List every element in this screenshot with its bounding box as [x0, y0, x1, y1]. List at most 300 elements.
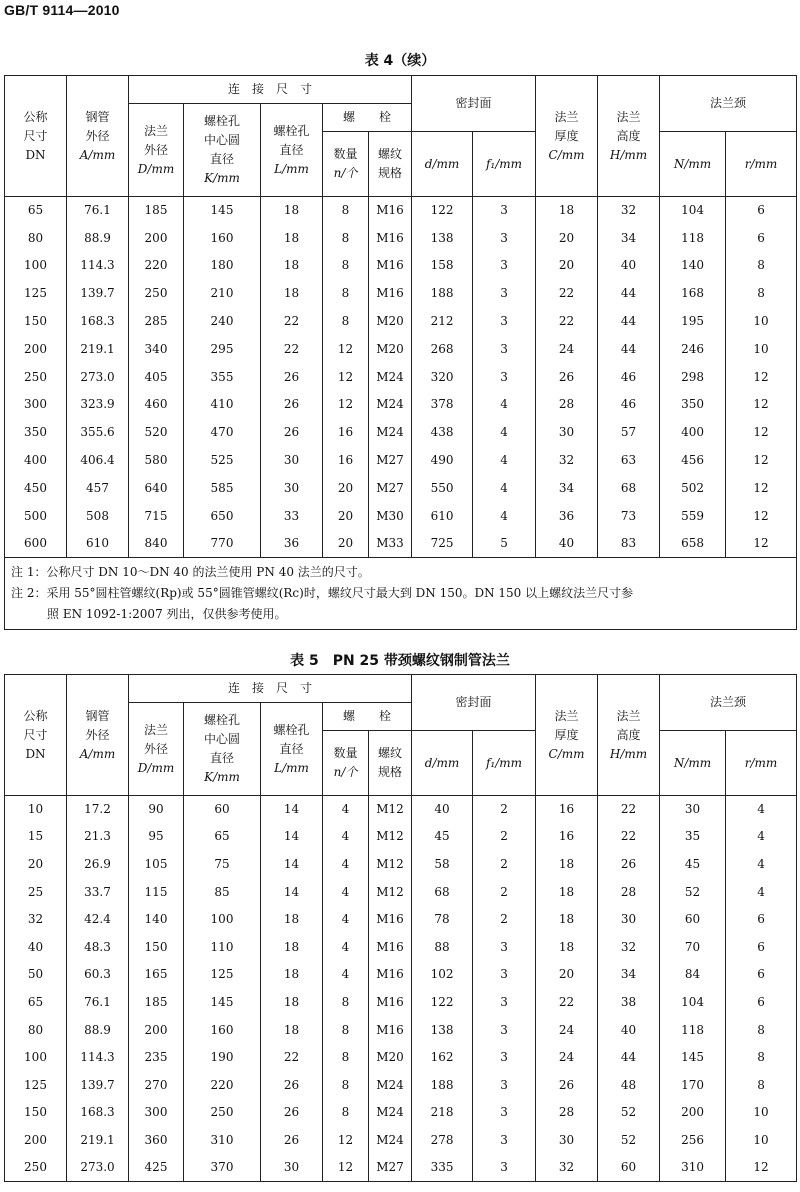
table-cell: 405: [129, 363, 184, 391]
table-row: [5, 308, 797, 336]
table-cell: 100: [184, 906, 261, 934]
table-cell: 610: [412, 502, 473, 530]
table-cell: 18: [536, 197, 598, 225]
table-cell: 26: [261, 363, 323, 391]
table4: [4, 75, 797, 630]
table-cell: M24: [369, 363, 412, 391]
table-cell: M20: [369, 1044, 412, 1072]
table-cell: 4: [323, 823, 369, 851]
table-cell: M20: [369, 308, 412, 336]
pcd-header: 螺栓孔 中心圆 直径 K/mm: [184, 703, 261, 796]
table-cell: 610: [67, 530, 129, 558]
table-cell: 300: [5, 391, 67, 419]
qty-header: 数量 n/个: [323, 132, 369, 197]
table-cell: 162: [412, 1044, 473, 1072]
table-cell: M16: [369, 280, 412, 308]
table-cell: 4: [323, 961, 369, 989]
table-cell: 250: [184, 1099, 261, 1127]
table5-body: [5, 796, 797, 1182]
table-cell: 18: [261, 961, 323, 989]
table-cell: 18: [261, 933, 323, 961]
table-cell: 60: [598, 1154, 660, 1182]
table-cell: 370: [184, 1154, 261, 1182]
table-cell: 52: [660, 878, 726, 906]
table-cell: M12: [369, 796, 412, 824]
table-cell: 22: [598, 796, 660, 824]
table-cell: 188: [412, 280, 473, 308]
table-cell: 48.3: [67, 933, 129, 961]
seal-d-header: d/mm: [412, 731, 473, 796]
table-cell: 18: [536, 851, 598, 879]
table-cell: 21.3: [67, 823, 129, 851]
table-cell: 218: [412, 1099, 473, 1127]
table-cell: 268: [412, 335, 473, 363]
neck-r-header: r/mm: [726, 132, 797, 197]
table-cell: 20: [5, 851, 67, 879]
table-row: [5, 1127, 797, 1155]
table-cell: 88.9: [67, 1016, 129, 1044]
table-cell: 150: [129, 933, 184, 961]
table-cell: 6: [726, 961, 797, 989]
table-cell: 185: [129, 197, 184, 225]
table-cell: 104: [660, 197, 726, 225]
table4-body: [5, 197, 797, 558]
table-cell: 40: [5, 933, 67, 961]
table-row: [5, 447, 797, 475]
table-cell: 438: [412, 419, 473, 447]
table-cell: 4: [473, 419, 536, 447]
table-cell: 12: [323, 1154, 369, 1182]
table-cell: 235: [129, 1044, 184, 1072]
table-cell: 14: [261, 878, 323, 906]
table-cell: 2: [473, 823, 536, 851]
table-cell: 2: [473, 796, 536, 824]
bolt-header: 螺 栓: [323, 104, 412, 132]
table-cell: 185: [129, 989, 184, 1017]
table-cell: 490: [412, 447, 473, 475]
table-cell: 32: [536, 1154, 598, 1182]
table-cell: 44: [598, 308, 660, 336]
table-cell: 34: [598, 961, 660, 989]
table-cell: 8: [323, 280, 369, 308]
table-cell: M24: [369, 1099, 412, 1127]
table-cell: 34: [598, 224, 660, 252]
table-cell: 52: [598, 1127, 660, 1155]
table-cell: 220: [184, 1071, 261, 1099]
table-cell: 58: [412, 851, 473, 879]
table-cell: 60: [660, 906, 726, 934]
neck-header: 法兰颈: [660, 675, 797, 731]
table-cell: 15: [5, 823, 67, 851]
table-cell: 26: [261, 1071, 323, 1099]
table-cell: 168.3: [67, 308, 129, 336]
thickness-header: 法兰 厚度 C/mm: [536, 76, 598, 197]
table-cell: 10: [726, 308, 797, 336]
table-cell: 16: [323, 447, 369, 475]
table-cell: 26: [261, 419, 323, 447]
table-cell: 180: [184, 252, 261, 280]
table-cell: 57: [598, 419, 660, 447]
table-cell: 63: [598, 447, 660, 475]
table-cell: 256: [660, 1127, 726, 1155]
table-cell: 122: [412, 989, 473, 1017]
table-cell: 14: [261, 796, 323, 824]
neck-n-header: N/mm: [660, 731, 726, 796]
table-cell: 3: [473, 197, 536, 225]
table-row: [5, 335, 797, 363]
table-cell: M12: [369, 851, 412, 879]
seal-header: 密封面: [412, 675, 536, 731]
table-cell: 80: [5, 1016, 67, 1044]
table-cell: 32: [5, 906, 67, 934]
table-cell: M16: [369, 1016, 412, 1044]
table-cell: 310: [660, 1154, 726, 1182]
table-cell: 118: [660, 1016, 726, 1044]
table-cell: M27: [369, 1154, 412, 1182]
table-cell: 22: [598, 823, 660, 851]
table-cell: 115: [129, 878, 184, 906]
table-cell: 80: [5, 224, 67, 252]
table-cell: 140: [660, 252, 726, 280]
table-cell: 85: [184, 878, 261, 906]
table-cell: 36: [536, 502, 598, 530]
table-cell: 12: [726, 1154, 797, 1182]
table-cell: 8: [726, 252, 797, 280]
table-cell: 12: [726, 391, 797, 419]
table-cell: 20: [323, 502, 369, 530]
table-cell: 559: [660, 502, 726, 530]
table-cell: 22: [261, 335, 323, 363]
table-cell: 300: [129, 1099, 184, 1127]
table-cell: 525: [184, 447, 261, 475]
table-cell: M33: [369, 530, 412, 558]
table4-caption: 表 4（续）: [364, 53, 436, 69]
table-cell: 4: [323, 906, 369, 934]
height-header: 法兰 高度 H/mm: [598, 76, 660, 197]
note-1: 注 1：公称尺寸 DN 10～DN 40 的法兰使用 PN 40 法兰的尺寸。: [11, 565, 370, 580]
table-cell: 3: [473, 1071, 536, 1099]
table-cell: M16: [369, 933, 412, 961]
table-cell: 6: [726, 224, 797, 252]
table-cell: 78: [412, 906, 473, 934]
note-2-continued: 照 EN 1092-1:2007 列出，仅供参考使用。: [47, 607, 287, 622]
table-cell: 240: [184, 308, 261, 336]
table-cell: 10: [726, 335, 797, 363]
table-cell: 95: [129, 823, 184, 851]
table-cell: 20: [536, 224, 598, 252]
table-cell: 30: [660, 796, 726, 824]
table-cell: 600: [5, 530, 67, 558]
table-cell: 340: [129, 335, 184, 363]
thread-header: 螺纹 规格: [369, 132, 412, 197]
table-cell: 2: [473, 878, 536, 906]
table-cell: 16: [323, 419, 369, 447]
table-cell: 4: [726, 796, 797, 824]
table-cell: 195: [660, 308, 726, 336]
table-cell: 73: [598, 502, 660, 530]
seal-header: 密封面: [412, 76, 536, 132]
bolt-hole-header: 螺栓孔 直径 L/mm: [261, 703, 323, 796]
note-2: 注 2：采用 55°圆柱管螺纹(Rp)或 55°圆锥管螺纹(Rc)时，螺纹尺寸最大到 DN 150。DN 150 以上螺纹法兰尺寸参: [11, 586, 634, 601]
table-cell: 8: [726, 1044, 797, 1072]
table-row: [5, 252, 797, 280]
table-cell: 8: [323, 224, 369, 252]
table-cell: 5: [473, 530, 536, 558]
table-row: [5, 1154, 797, 1182]
table-cell: 640: [129, 474, 184, 502]
table-cell: 65: [5, 197, 67, 225]
height-header: 法兰 高度 H/mm: [598, 675, 660, 796]
table-cell: 22: [536, 308, 598, 336]
table-cell: 18: [261, 280, 323, 308]
table-cell: 32: [598, 933, 660, 961]
table-row: [5, 197, 797, 225]
table-cell: 8: [726, 1016, 797, 1044]
table-cell: 26: [261, 1127, 323, 1155]
flange-od-header: 法兰 外径 D/mm: [129, 104, 184, 197]
table-cell: 26: [536, 1071, 598, 1099]
table-cell: 8: [726, 280, 797, 308]
table-cell: 355.6: [67, 419, 129, 447]
table-cell: 3: [473, 961, 536, 989]
table-row: [5, 906, 797, 934]
table-cell: 44: [598, 335, 660, 363]
table-cell: 6: [726, 989, 797, 1017]
table-cell: M27: [369, 474, 412, 502]
table-cell: 8: [323, 1071, 369, 1099]
table-cell: 26.9: [67, 851, 129, 879]
seal-f1-header: f₁/mm: [473, 731, 536, 796]
table-cell: 6: [726, 933, 797, 961]
table-cell: M27: [369, 447, 412, 475]
table-cell: 90: [129, 796, 184, 824]
table-cell: 145: [184, 989, 261, 1017]
table-cell: 138: [412, 224, 473, 252]
table-cell: 114.3: [67, 1044, 129, 1072]
table-cell: 22: [536, 989, 598, 1017]
table-cell: 3: [473, 224, 536, 252]
table-cell: 110: [184, 933, 261, 961]
table-cell: M16: [369, 197, 412, 225]
table-row: [5, 363, 797, 391]
table-cell: 658: [660, 530, 726, 558]
table-cell: 270: [129, 1071, 184, 1099]
bolt-header: 螺 栓: [323, 703, 412, 731]
table-cell: 30: [598, 906, 660, 934]
table-cell: M16: [369, 224, 412, 252]
table-cell: 8: [323, 197, 369, 225]
table-cell: 4: [323, 796, 369, 824]
table-cell: 18: [261, 224, 323, 252]
table-cell: 40: [412, 796, 473, 824]
table-cell: 16: [536, 823, 598, 851]
table-cell: 18: [261, 252, 323, 280]
table-cell: 140: [129, 906, 184, 934]
table-cell: 8: [323, 1044, 369, 1072]
table-cell: 40: [598, 252, 660, 280]
table5-header: [5, 675, 797, 796]
table4-notes: [5, 558, 797, 630]
table-cell: 715: [129, 502, 184, 530]
table-cell: 219.1: [67, 335, 129, 363]
table-cell: 104: [660, 989, 726, 1017]
table-cell: 12: [323, 335, 369, 363]
table-row: [5, 1099, 797, 1127]
table-cell: 17.2: [67, 796, 129, 824]
table-cell: M16: [369, 961, 412, 989]
table-cell: 8: [323, 308, 369, 336]
table-cell: 3: [473, 308, 536, 336]
table-cell: 456: [660, 447, 726, 475]
table-cell: 725: [412, 530, 473, 558]
table-cell: 168: [660, 280, 726, 308]
table-cell: 219.1: [67, 1127, 129, 1155]
table-cell: 118: [660, 224, 726, 252]
table-row: [5, 391, 797, 419]
table-cell: 4: [726, 823, 797, 851]
table-cell: 470: [184, 419, 261, 447]
table-cell: 14: [261, 851, 323, 879]
table-cell: M30: [369, 502, 412, 530]
table-cell: 4: [473, 391, 536, 419]
pcd-header: 螺栓孔 中心圆 直径 K/mm: [184, 104, 261, 197]
table-cell: 22: [261, 1044, 323, 1072]
table-row: [5, 796, 797, 824]
table-cell: 60.3: [67, 961, 129, 989]
table-cell: 3: [473, 252, 536, 280]
table-cell: M16: [369, 906, 412, 934]
table-cell: 220: [129, 252, 184, 280]
table-cell: 145: [660, 1044, 726, 1072]
table-cell: 28: [536, 391, 598, 419]
table-cell: 335: [412, 1154, 473, 1182]
table-cell: 400: [5, 447, 67, 475]
table-cell: 40: [536, 530, 598, 558]
standard-number: GB/T 9114—2010: [4, 2, 120, 18]
table-cell: 250: [5, 1154, 67, 1182]
table-cell: 3: [473, 933, 536, 961]
table-cell: 770: [184, 530, 261, 558]
table-cell: 295: [184, 335, 261, 363]
table-cell: 160: [184, 224, 261, 252]
table-cell: 88: [412, 933, 473, 961]
table-cell: M16: [369, 252, 412, 280]
table-cell: 68: [598, 474, 660, 502]
table-cell: 44: [598, 280, 660, 308]
table-cell: 8: [726, 1071, 797, 1099]
table-cell: 350: [5, 419, 67, 447]
table-cell: 26: [536, 363, 598, 391]
table-cell: 26: [261, 1099, 323, 1127]
table-cell: 22: [261, 308, 323, 336]
table-cell: 26: [598, 851, 660, 879]
table-cell: 3: [473, 280, 536, 308]
table-cell: 457: [67, 474, 129, 502]
table-cell: 42.4: [67, 906, 129, 934]
table-cell: 8: [323, 252, 369, 280]
table-cell: M16: [369, 989, 412, 1017]
table-cell: 60: [184, 796, 261, 824]
table-cell: 323.9: [67, 391, 129, 419]
table-row: [5, 1016, 797, 1044]
table-cell: 4: [473, 447, 536, 475]
table-cell: 2: [473, 906, 536, 934]
table-cell: 585: [184, 474, 261, 502]
table-cell: 138: [412, 1016, 473, 1044]
table-cell: 33: [261, 502, 323, 530]
table-cell: 24: [536, 335, 598, 363]
thickness-header: 法兰 厚度 C/mm: [536, 675, 598, 796]
table-cell: 273.0: [67, 1154, 129, 1182]
table-cell: 355: [184, 363, 261, 391]
table-cell: 4: [726, 878, 797, 906]
neck-header: 法兰颈: [660, 76, 797, 132]
neck-n-header: N/mm: [660, 132, 726, 197]
table-cell: 580: [129, 447, 184, 475]
seal-d-header: d/mm: [412, 132, 473, 197]
table-cell: 28: [536, 1099, 598, 1127]
table-cell: 100: [5, 252, 67, 280]
table-cell: 105: [129, 851, 184, 879]
table-cell: 425: [129, 1154, 184, 1182]
table-cell: 12: [726, 474, 797, 502]
table-cell: 520: [129, 419, 184, 447]
table-row: [5, 280, 797, 308]
table-cell: M20: [369, 335, 412, 363]
table-cell: 45: [660, 851, 726, 879]
table-cell: 170: [660, 1071, 726, 1099]
table-cell: 14: [261, 823, 323, 851]
table-cell: 18: [536, 878, 598, 906]
table-cell: 3: [473, 1016, 536, 1044]
table-cell: 18: [261, 197, 323, 225]
table-cell: 12: [726, 447, 797, 475]
table-cell: 45: [412, 823, 473, 851]
table-row: [5, 933, 797, 961]
table-cell: 46: [598, 363, 660, 391]
table-cell: 410: [184, 391, 261, 419]
table-cell: 200: [129, 224, 184, 252]
table-cell: 310: [184, 1127, 261, 1155]
table-cell: 30: [261, 1154, 323, 1182]
table-cell: 100: [5, 1044, 67, 1072]
table-cell: 400: [660, 419, 726, 447]
table-cell: 4: [726, 851, 797, 879]
table-cell: 150: [5, 308, 67, 336]
table-cell: 12: [726, 530, 797, 558]
table-cell: 2: [473, 851, 536, 879]
table-cell: 406.4: [67, 447, 129, 475]
table-cell: M12: [369, 823, 412, 851]
table-cell: 18: [261, 1016, 323, 1044]
table-cell: 40: [598, 1016, 660, 1044]
table-cell: 4: [323, 878, 369, 906]
table-cell: 24: [536, 1044, 598, 1072]
bolt-hole-header: 螺栓孔 直径 L/mm: [261, 104, 323, 197]
table-cell: 6: [726, 197, 797, 225]
table-cell: 10: [5, 796, 67, 824]
table-cell: 160: [184, 1016, 261, 1044]
table-cell: 20: [323, 474, 369, 502]
table-cell: 18: [261, 906, 323, 934]
table-cell: 3: [473, 989, 536, 1017]
table-cell: 212: [412, 308, 473, 336]
table-cell: 48: [598, 1071, 660, 1099]
table-row: [5, 419, 797, 447]
table-cell: 20: [323, 530, 369, 558]
table-cell: 30: [261, 447, 323, 475]
table-cell: 378: [412, 391, 473, 419]
